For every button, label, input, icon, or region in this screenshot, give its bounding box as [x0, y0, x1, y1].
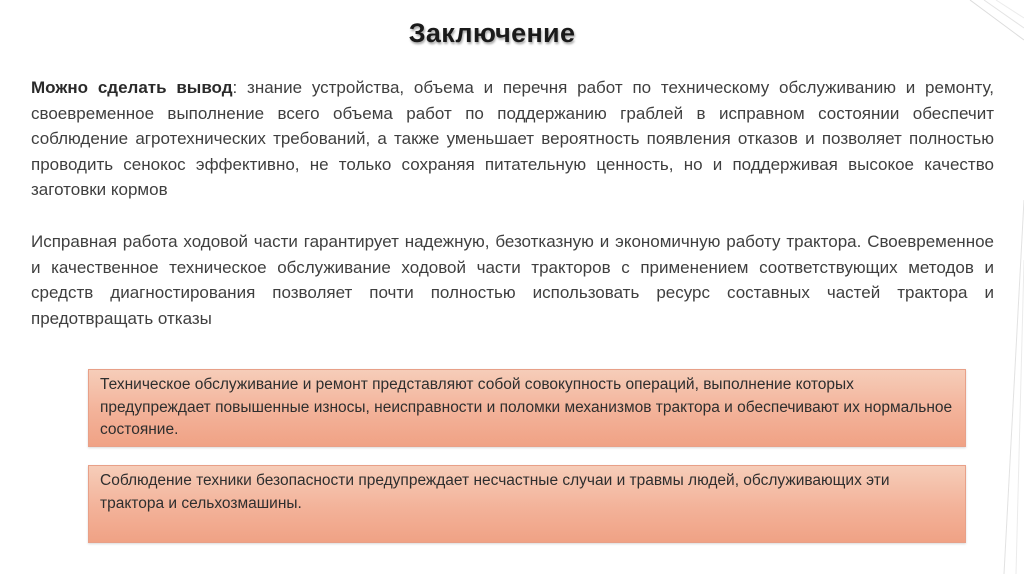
page-title: Заключение — [408, 18, 576, 48]
maintenance-note-box: Техническое обслуживание и ремонт представляют собой совокупность операций, выполнение которых предупреждает повышенные износы, неисправности и поломки механизмов трактора и обеспечивают их нормальное состояние. — [88, 369, 966, 447]
conclusion-lead: Можно сделать вывод — [31, 78, 233, 97]
chassis-paragraph: Исправная работа ходовой части гарантирует надежную, безотказную и экономичную работу трактора. Своевременное и качественное техническое обслуживание ходовой части тракторов с применением соответствующих методов и средств диагностирования позволяет почти полностью использовать ресурс составных частей трактора и предотвращать отказы — [31, 232, 994, 328]
safety-note-box: Соблюдение техники безопасности предупреждает несчастные случаи и травмы людей, обслуживающих эти трактора и сельхозмашины. — [88, 465, 966, 543]
conclusion-paragraph — [31, 75, 994, 203]
conclusion-text: : знание устройства, объема и перечня работ по техническому обслуживанию и ремонту, своевременное выполнение всего объема работ по поддержанию граблей в исправном состоянии обеспечит соблюдение агротехнических требований, а также уменьшает вероятность появления отказов и позволяет полностью проводить сенокос эффективно, не только сохраняя питательную ценность, но и поддерживая высокое качество заготовки кормов — [31, 78, 994, 199]
